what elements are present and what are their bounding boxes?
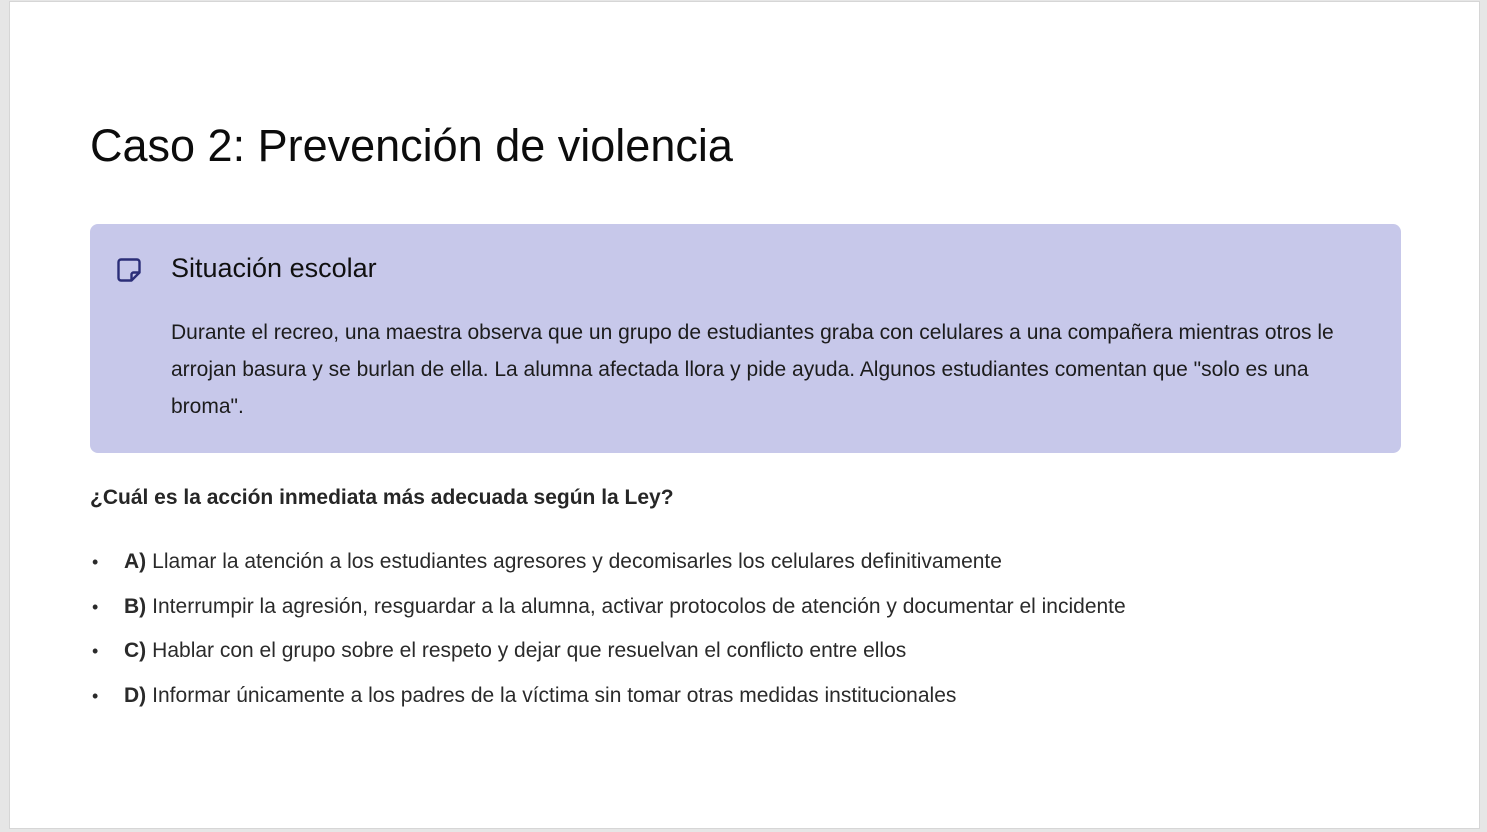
question-text: ¿Cuál es la acción inmediata más adecuada según la Ley? <box>90 486 674 509</box>
option-letter: A) <box>124 550 147 573</box>
option-text: Interrumpir la agresión, resguardar a la alumna, activar protocolos de atención y documentar el incidente <box>152 594 1126 618</box>
page-title: Caso 2: Prevención de violencia <box>90 120 733 171</box>
option-c <box>90 631 1126 676</box>
slide <box>9 1 1480 829</box>
callout-body: Durante el recreo, una maestra observa que un grupo de estudiantes graba con celulares a una compañera mientras otros le arrojan basura y se burlan de ella. La alumna afectada llora y pide ayuda. Algunos estudiantes comentan que "solo es una broma". <box>171 321 1334 418</box>
option-text: Informar únicamente a los padres de la víctima sin tomar otras medidas institucionales <box>152 683 957 707</box>
bullet: • <box>92 552 99 572</box>
option-letter: C) <box>124 639 147 662</box>
option-text: Hablar con el grupo sobre el respeto y dejar que resuelvan el conflicto entre ellos <box>152 639 907 662</box>
option-text: Llamar la atención a los estudiantes agresores y decomisarles los celulares definitivamente <box>152 550 1002 573</box>
option-d <box>90 676 1126 721</box>
bullet: • <box>92 596 99 617</box>
option-b <box>90 587 1126 632</box>
situation-callout <box>90 224 1401 453</box>
option-letter: D) <box>124 683 147 707</box>
option-letter: B) <box>124 594 147 618</box>
sticky-note-icon <box>116 257 142 283</box>
bullet: • <box>92 685 99 706</box>
bullet: • <box>92 641 99 661</box>
callout-title: Situación escolar <box>171 253 377 283</box>
answer-options-list <box>90 542 1126 720</box>
option-a <box>90 542 1126 587</box>
